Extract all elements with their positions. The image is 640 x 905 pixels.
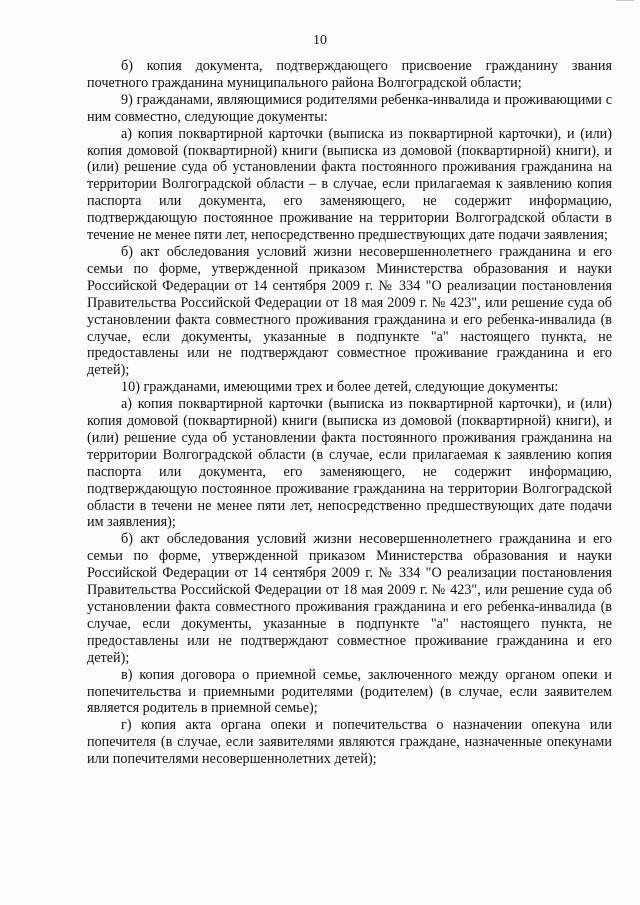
- paragraph: б) акт обследования условий жизни несовершеннолетнего гражданина и его семьи по форме, утвержденной приказом Министерства образования и науки Российской Федерации от 14 сентября 2009 г. № 334 "О реализации постановления Правительства Российской Федерации от 18 мая 2009 г. № 423", или решение суда об установлении факта совместного проживания гражданина и его ребенка-инвалида (в случае, если документы, указанные в подпункте "а" настоящего пункта, не предоставлены или не подтверждают совместное проживание гражданина и его детей);: [87, 243, 612, 379]
- paragraph: 10) гражданами, имеющими трех и более детей, следующие документы:: [121, 379, 559, 396]
- paragraph: г) копия акта органа опеки и попечительства о назначении опекуна или попечителя (в случае, если заявителями являются граждане, назначенные опекунами или попечителями несовершеннолетних детей);: [87, 717, 612, 768]
- paragraph: б) копия документа, подтверждающего присвоение гражданину звания почетного гражданина муниципального района Волгоградской области;: [87, 58, 612, 91]
- paragraph: а) копия поквартирной карточки (выписка из поквартирной карточки), и (или) копия домовой (поквартирной) книги (выписка из домовой (поквартирной) книги), и (или) решение суда об установлении факта постоянного проживания гражданина на территории Волгоградской области (в случае, если прилагаемая к заявлению копия паспорта или документа, его заменяющего, не содержит информацию, подтверждающую постоянное проживание гражданина на территории Волгоградской области в течени не менее пяти лет, непосредственно предшествующих дате подачи им заявления);: [87, 396, 612, 531]
- page-number: 10: [313, 33, 327, 48]
- paragraph: в) копия договора о приемной семье, заключенного между органом опеки и попечительства и приемными родителями (родителем) (в случае, если заявителем является родитель в приемной семье);: [87, 666, 612, 717]
- paragraph: б) акт обследования условий жизни несовершеннолетнего гражданина и его семьи по форме, утвержденной приказом Министерства образования и науки Российской Федерации от 14 сентября 2009 г. № 334 "О реализации постановления Правительства Российской Федерации от 18 мая 2009 г. № 423", или решение суда об установлении факта совместного проживания гражданина и его ребенка-инвалида (в случае, если документы, указанные в подпункте "а" настоящего пункта, не предоставлены или не подтверждают совместное проживание гражданина и его детей);: [87, 531, 612, 666]
- document-body: [87, 58, 612, 768]
- paragraph: а) копия поквартирной карточки (выписка из поквартирной карточки), и (или) копия домовой (поквартирной) книги (выписка из домовой (поквартирной) книги), и (или) решение суда об установлении факта постоянного проживания гражданина на территории Волгоградской области – в случае, если прилагаемая к заявлению копия паспорта или документа, его заменяющего, не содержит информацию, подтверждающую постоянное проживание на территории Волгоградской области в течение не менее пяти лет, непосредственно предшествующих дате подачи заявления;: [87, 125, 612, 244]
- scan-corner-mark: [616, 0, 634, 4]
- paragraph: 9) гражданами, являющимися родителями ребенка-инвалида и проживающими с ним совместно, следующие документы:: [87, 91, 612, 125]
